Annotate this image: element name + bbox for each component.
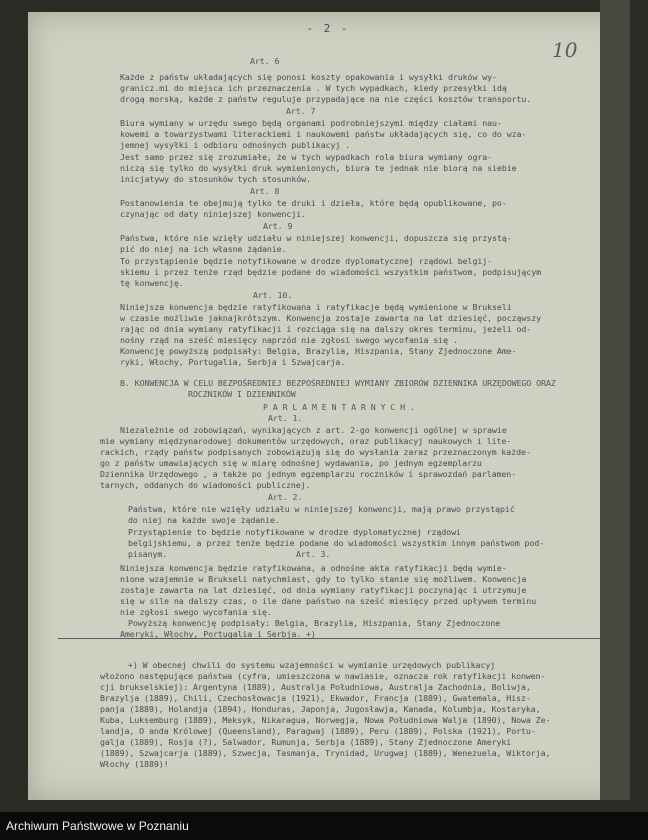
text-line: nie zgłosi swego wycofania się. — [120, 607, 272, 617]
text-line: Biura wymiany w urzędu swego będą organami podrobniejszymi między ciałami nau- — [120, 118, 502, 128]
text-line: go z państw umawiających się w miarę odnośnej wydawania, po jednym egzemplarzu — [100, 458, 482, 468]
text-line: galja (1889), Rosja (?), Salwador, Rumunja, Serbja (1889), Stany Zjednoczone Ameryki — [100, 737, 512, 747]
text-line: Art. 3. — [296, 549, 331, 559]
text-line: ryki, Włochy, Portugalia, Serbja i Szwajcarja. — [120, 357, 346, 367]
text-line: drogą morską, każde z państw reguluje przypadające na nie części kosztów transportu. — [120, 94, 532, 104]
text-line: w czasie możliwie jaknajkrótszym. Konwencja zostaje zawarta na lat dziesięć, począwszy — [120, 313, 541, 323]
text-line: pić do niej na ich własne żądanie. — [120, 244, 287, 254]
text-line: rając od dnia wymiany ratyfikacji i rozciąga się na dalszy okres terminu, jeżeli od- — [120, 324, 532, 334]
text-line: Art. 7 — [286, 106, 316, 116]
text-line: Art. 9 — [263, 221, 293, 231]
footnote-divider — [58, 638, 618, 639]
text-line: Postanowienia te obejmują tylko te druki i dzieła, które będą opublikowane, po- — [120, 198, 507, 208]
text-line: Państwa, które nie wzięły udziału w niniejszej konwencji, mają prawo przystąpić — [128, 504, 515, 514]
text-line: pisanym. — [128, 549, 168, 559]
text-line: Państwa, które nie wzięły udziału w niniejszej konwencji, dopuszcza się przystą- — [120, 233, 512, 243]
text-line: się w sile na dalszy czas, o ile dane państwo na sześć miesięcy przed upływem terminu — [120, 596, 537, 606]
text-line: nione wzajemnie w Brukseli natychmiast, gdy to tylko stanie się możliwem. Konwencja — [120, 574, 527, 584]
text-line: Niniejsza konwencja będzie ratyfikowana i ratyfikacje będą wymienione w Brukseli — [120, 302, 512, 312]
text-line: Przystąpienie to będzie notyfikowane w drodze dyplomatycznej rządowi — [128, 527, 461, 537]
text-line: Włochy (1889)! — [100, 759, 169, 769]
text-line: Dziennika Urzędowego , a także po jednym egzemplarzu roczników i sprawozdań parlamen- — [100, 469, 517, 479]
text-line: Powyższą konwencję podpisały: Belgia, Brazylia, Hiszpania, Stany Zjednoczone — [128, 618, 501, 628]
text-line: Kuba, Luksemburg (1889), Meksyk, Nikaragua, Norwegja, Nowa Południowa Walja (1890), Nowa Ze- — [100, 715, 551, 725]
archive-label: Archiwum Państwowe w Poznaniu — [6, 819, 189, 833]
text-line: skiemu i przez tenże rząd będzie podane do wiadomości wszystkim państwom, podpisującym — [120, 267, 541, 277]
text-line: Art. 6 — [250, 56, 280, 66]
text-line: mie wymiany międzynarodowej dokumentów urzędowych, oraz publikacyj naukowych i lite- — [100, 436, 512, 446]
text-line: niczą się tylko do wysyłki druk wymienionych, biura te jednak nie biorą na siebie — [120, 163, 517, 173]
text-line: belgijskiemu, a przez tenże będzie podane do wiadomości wszystkim innym państwom pod- — [128, 538, 545, 548]
text-line: Art. 1. — [268, 413, 303, 423]
page-number: - 2 - — [306, 22, 350, 35]
text-line: Konwencję powyższą podpisały: Belgia, Brazylia, Hiszpania, Stany Zjednoczone Ame- — [120, 346, 517, 356]
text-line: rackich, rządy państw podpisanych zobowiązują się do wysłania zaraz przeznaczonym każde- — [100, 447, 531, 457]
folio-mark: 10 — [552, 38, 578, 62]
scan-edge — [600, 0, 630, 800]
text-line: kowemi a towarzystwami literackiemi i naukowemi państw układających się, co do wza- — [120, 129, 527, 139]
text-line: włożono następujące państwa (cyfra, umieszczona w nawiasie, oznacza rok ratyfikacji konwen- — [100, 671, 546, 681]
text-line: Art. 8 — [250, 186, 280, 196]
text-line: Brazylja (1889), Chili, Czechosłowacja (1921), Ekwador, Francja (1889), Gwatemala, Hisz- — [100, 693, 531, 703]
text-line: landja, O anda Królowej (Queensland), Paragwaj (1889), Peru (1889), Polska (1921), Portu- — [100, 726, 536, 736]
text-line: zostaje zawarta na lat dziesięć, od dnia wymiany ratyfikacji poczynając i utrzymuje — [120, 585, 527, 595]
text-line: (1889), Szwajcarja (1889), Szwecja, Tasmanja, Trynidad, Urugwaj (1889), Wenezuela, Wiktorja, — [100, 748, 551, 758]
archive-footer — [0, 812, 648, 840]
text-line: Jest samo przez się zrozumiałe, że w tych wypadkach rola biura wymiany ogra- — [120, 152, 493, 162]
text-line: B. KONWENCJA W CELU BEZPOŚREDNIEJ BEZPOŚREDNIEJ WYMIANY ZBIORÓW DZIENNIKA URZĘDOWEGO ORAZ — [120, 378, 556, 388]
text-line: tę konwencję. — [120, 278, 184, 288]
text-line: To przystąpienie będzie notyfikowane w drodze dyplomatycznej rządowi belgij- — [120, 256, 493, 266]
text-line: P A R L A M E N T A R N Y C H . — [263, 402, 415, 412]
text-line: do niej na każde swoje żądanie. — [128, 515, 280, 525]
text-line: Art. 10. — [253, 290, 293, 300]
text-line: Każde z państw układających się ponosi koszty opakowania i wysyłki druków wy- — [120, 72, 497, 82]
text-line: +) W obecnej chwili do systemu wzajemności w wymianie urzędowych publikacyj — [128, 660, 496, 670]
text-line: inicjatywy do stosunków tych stosunków. — [120, 174, 311, 184]
text-line: granicz.mi do miejsca ich przeznaczenia . W tych wypadkach, kiedy przesyłki idą — [120, 83, 507, 93]
text-line: Niezależnie od zobowiązań, wynikających z art. 2-go konwencji ogólnej w sprawie — [120, 425, 507, 435]
text-line: Art. 2. — [268, 492, 303, 502]
text-line: tarnych, oddanych do wiadomości publicznej. — [100, 480, 311, 490]
document-page — [28, 12, 628, 800]
text-line: ROCZNIKÓW I DZIENNIKÓW — [188, 389, 296, 399]
text-line: panja (1889), Holandja (1894), Honduras, Japonja, Jugosławja, Kanada, Kolumbja, Kostaryka, — [100, 704, 541, 714]
text-line: Niniejsza konwencja będzie ratyfikowana, a odnośne akta ratyfikacji będą wymie- — [120, 563, 507, 573]
text-line: Ameryki, Włochy, Portugalia i Serbja. +) — [120, 629, 316, 639]
text-line: jemnej wysyłki i odbioru odnośnych publikacyj . — [120, 140, 351, 150]
text-line: cji brukselskiej): Argentyna (1889), Australja Południowa, Australja Zachodnia, Boliwja, — [100, 682, 531, 692]
text-line: nośny rząd na sześć miesięcy naprzód nie zgłosi swego wycofania się . — [120, 335, 458, 345]
text-line: czynając od daty niniejszej konwencji. — [120, 209, 307, 219]
